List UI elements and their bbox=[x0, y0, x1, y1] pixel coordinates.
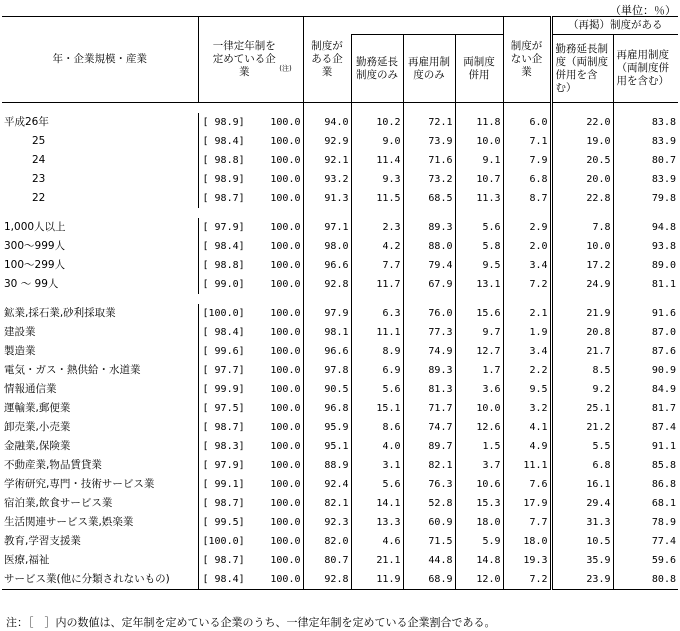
header-repost-reemploy bbox=[613, 35, 678, 103]
reemploy-only-value: 88.0 bbox=[403, 237, 455, 256]
table-row bbox=[2, 323, 678, 342]
repost-reemploy-value: 80.8 bbox=[613, 570, 678, 590]
uniform-rate: [ 97.9] bbox=[198, 218, 252, 237]
uniform-rate: [100.0] bbox=[198, 304, 252, 323]
repost-reemploy-value: 68.1 bbox=[613, 494, 678, 513]
table-row bbox=[2, 189, 678, 208]
row-label: 25 bbox=[32, 135, 46, 147]
header-repost-group: （再掲）制度がある bbox=[551, 17, 678, 35]
header-extension-only-text: 勤務延長制度のみ bbox=[356, 55, 398, 81]
no-system-value: 7.2 bbox=[503, 275, 551, 294]
both-value: 1.5 bbox=[455, 437, 503, 456]
repost-extension-value: 22.8 bbox=[551, 189, 613, 208]
repost-reemploy-value: 87.0 bbox=[613, 323, 678, 342]
repost-extension-value: 35.9 bbox=[551, 551, 613, 570]
no-system-value: 3.4 bbox=[503, 342, 551, 361]
no-system-value: 3.2 bbox=[503, 399, 551, 418]
total-value: 100.0 bbox=[270, 498, 301, 509]
row-label: 金融業,保険業 bbox=[4, 440, 71, 452]
header-extension-only bbox=[351, 35, 403, 103]
extension-only-value: 9.0 bbox=[351, 132, 403, 151]
row-label: 30 ～ 99人 bbox=[4, 278, 59, 290]
extension-only-value: 14.1 bbox=[351, 494, 403, 513]
no-system-value: 7.7 bbox=[503, 513, 551, 532]
both-value: 12.6 bbox=[455, 418, 503, 437]
has-system-value: 90.5 bbox=[303, 380, 351, 399]
reemploy-only-value: 44.8 bbox=[403, 551, 455, 570]
repost-extension-value: 29.4 bbox=[551, 494, 613, 513]
row-label: 学術研究,専門・技術サービス業 bbox=[4, 478, 155, 490]
has-system-value: 96.6 bbox=[303, 342, 351, 361]
repost-reemploy-value: 83.8 bbox=[613, 113, 678, 132]
row-label: 24 bbox=[32, 154, 46, 166]
both-value: 10.6 bbox=[455, 475, 503, 494]
repost-extension-value: 21.7 bbox=[551, 342, 613, 361]
has-system-value: 94.0 bbox=[303, 113, 351, 132]
uniform-rate: [ 97.5] bbox=[198, 399, 252, 418]
header-uniform-note: (注) bbox=[279, 64, 292, 73]
both-value: 5.9 bbox=[455, 532, 503, 551]
has-system-value: 95.9 bbox=[303, 418, 351, 437]
both-value: 15.6 bbox=[455, 304, 503, 323]
no-system-value: 2.9 bbox=[503, 218, 551, 237]
total-value: 100.0 bbox=[270, 422, 301, 433]
total-value: 100.0 bbox=[270, 222, 301, 233]
uniform-rate: [ 98.7] bbox=[198, 418, 252, 437]
total-value: 100.0 bbox=[270, 279, 301, 290]
reemploy-only-value: 71.6 bbox=[403, 151, 455, 170]
reemploy-only-value: 82.1 bbox=[403, 456, 455, 475]
row-label: 鉱業,採石業,砂利採取業 bbox=[4, 307, 116, 319]
uniform-rate: [ 98.7] bbox=[198, 551, 252, 570]
repost-extension-value: 20.8 bbox=[551, 323, 613, 342]
total-value: 100.0 bbox=[270, 193, 301, 204]
repost-extension-value: 24.9 bbox=[551, 275, 613, 294]
uniform-rate: [ 98.4] bbox=[198, 323, 252, 342]
has-system-value: 92.1 bbox=[303, 151, 351, 170]
reemploy-only-value: 71.7 bbox=[403, 399, 455, 418]
extension-only-value: 7.7 bbox=[351, 256, 403, 275]
repost-reemploy-value: 90.9 bbox=[613, 361, 678, 380]
total-value: 100.0 bbox=[270, 460, 301, 471]
has-system-value: 92.9 bbox=[303, 132, 351, 151]
table-row bbox=[2, 570, 678, 590]
both-value: 5.6 bbox=[455, 218, 503, 237]
table-row bbox=[2, 256, 678, 275]
repost-reemploy-value: 84.9 bbox=[613, 380, 678, 399]
footnote: 注：［ ］内の数値は、定年制を定めている企業のうち、一律定年制を定めている企業割合である。 bbox=[6, 616, 496, 629]
no-system-value: 2.0 bbox=[503, 237, 551, 256]
table-row bbox=[2, 437, 678, 456]
row-label: サービス業(他に分類されないもの) bbox=[2, 570, 198, 590]
repost-reemploy-value: 59.6 bbox=[613, 551, 678, 570]
extension-only-value: 4.0 bbox=[351, 437, 403, 456]
extension-only-value: 3.1 bbox=[351, 456, 403, 475]
reemploy-only-value: 60.9 bbox=[403, 513, 455, 532]
uniform-rate: [ 99.0] bbox=[198, 275, 252, 294]
extension-only-value: 11.1 bbox=[351, 323, 403, 342]
total-value: 100.0 bbox=[270, 536, 301, 547]
repost-extension-value: 10.0 bbox=[551, 237, 613, 256]
total-value: 100.0 bbox=[270, 384, 301, 395]
uniform-rate: [ 98.4] bbox=[198, 570, 252, 590]
header-repost-reemploy-text: 再雇用制度（両制度併用を含む） bbox=[616, 49, 669, 87]
no-system-value: 1.9 bbox=[503, 323, 551, 342]
total-value: 100.0 bbox=[270, 346, 301, 357]
has-system-value: 88.9 bbox=[303, 456, 351, 475]
repost-extension-value: 22.0 bbox=[551, 113, 613, 132]
uniform-rate: [ 98.9] bbox=[198, 113, 252, 132]
row-label: 300～999人 bbox=[4, 240, 66, 252]
extension-only-value: 9.3 bbox=[351, 170, 403, 189]
total-value: 100.0 bbox=[270, 308, 301, 319]
table-row bbox=[2, 275, 678, 294]
repost-reemploy-value: 86.8 bbox=[613, 475, 678, 494]
header-repost-extension bbox=[551, 35, 613, 103]
total-value: 100.0 bbox=[270, 327, 301, 338]
table-row bbox=[2, 456, 678, 475]
reemploy-only-value: 74.9 bbox=[403, 342, 455, 361]
both-value: 12.7 bbox=[455, 342, 503, 361]
repost-extension-value: 16.1 bbox=[551, 475, 613, 494]
reemploy-only-value: 68.9 bbox=[403, 570, 455, 590]
total-value: 100.0 bbox=[270, 403, 301, 414]
retirement-table bbox=[2, 16, 678, 590]
table-row bbox=[2, 380, 678, 399]
repost-extension-value: 31.3 bbox=[551, 513, 613, 532]
table-row bbox=[2, 218, 678, 237]
total-value: 100.0 bbox=[270, 117, 301, 128]
table-row bbox=[2, 361, 678, 380]
both-value: 10.0 bbox=[455, 399, 503, 418]
extension-only-value: 11.4 bbox=[351, 151, 403, 170]
total-value: 100.0 bbox=[270, 155, 301, 166]
row-label: 情報通信業 bbox=[4, 383, 57, 395]
header-both bbox=[455, 35, 503, 103]
row-label: 教育,学習支援業 bbox=[4, 535, 81, 547]
both-value: 14.8 bbox=[455, 551, 503, 570]
row-label: 卸売業,小売業 bbox=[4, 421, 71, 433]
reemploy-only-value: 89.7 bbox=[403, 437, 455, 456]
total-value: 100.0 bbox=[270, 479, 301, 490]
no-system-value: 3.4 bbox=[503, 256, 551, 275]
both-value: 18.0 bbox=[455, 513, 503, 532]
total-value: 100.0 bbox=[270, 365, 301, 376]
reemploy-only-value: 68.5 bbox=[403, 189, 455, 208]
has-system-value: 92.3 bbox=[303, 513, 351, 532]
no-system-value: 7.9 bbox=[503, 151, 551, 170]
table-row bbox=[2, 304, 678, 323]
extension-only-value: 2.3 bbox=[351, 218, 403, 237]
unit-label: （単位：％） bbox=[610, 4, 676, 17]
has-system-value: 82.0 bbox=[303, 532, 351, 551]
header-repost-extension-text: 勤務延長制度（両制度併用を含む） bbox=[555, 42, 608, 94]
table-row bbox=[2, 113, 678, 132]
table-row bbox=[2, 151, 678, 170]
repost-extension-value: 25.1 bbox=[551, 399, 613, 418]
uniform-rate: [ 97.7] bbox=[198, 361, 252, 380]
total-value: 100.0 bbox=[270, 174, 301, 185]
both-value: 3.7 bbox=[455, 456, 503, 475]
header-reemploy-only bbox=[403, 35, 455, 103]
row-label: 100～299人 bbox=[4, 259, 66, 271]
uniform-rate: [ 99.9] bbox=[198, 380, 252, 399]
reemploy-only-value: 72.1 bbox=[403, 113, 455, 132]
both-value: 9.7 bbox=[455, 323, 503, 342]
reemploy-only-value: 73.9 bbox=[403, 132, 455, 151]
table-row bbox=[2, 237, 678, 256]
row-label: 電気・ガス・熱供給・水道業 bbox=[4, 364, 141, 376]
table-row bbox=[2, 342, 678, 361]
both-value: 11.3 bbox=[455, 189, 503, 208]
repost-extension-value: 19.0 bbox=[551, 132, 613, 151]
both-value: 3.6 bbox=[455, 380, 503, 399]
uniform-rate: [ 98.3] bbox=[198, 437, 252, 456]
uniform-rate: [100.0] bbox=[198, 532, 252, 551]
repost-reemploy-value: 93.8 bbox=[613, 237, 678, 256]
repost-reemploy-value: 87.6 bbox=[613, 342, 678, 361]
no-system-value: 9.5 bbox=[503, 380, 551, 399]
both-value: 5.8 bbox=[455, 237, 503, 256]
has-system-value: 92.4 bbox=[303, 475, 351, 494]
row-label: 製造業 bbox=[4, 345, 36, 357]
reemploy-only-value: 76.0 bbox=[403, 304, 455, 323]
header-reemploy-only-text: 再雇用制度のみ bbox=[408, 55, 450, 81]
has-system-value: 96.6 bbox=[303, 256, 351, 275]
uniform-rate: [ 98.4] bbox=[198, 237, 252, 256]
spacer-row bbox=[2, 208, 678, 218]
repost-reemploy-value: 77.4 bbox=[613, 532, 678, 551]
repost-extension-value: 10.5 bbox=[551, 532, 613, 551]
no-system-value: 11.1 bbox=[503, 456, 551, 475]
table-row bbox=[2, 532, 678, 551]
extension-only-value: 5.6 bbox=[351, 380, 403, 399]
row-label: 23 bbox=[32, 173, 46, 185]
no-system-value: 8.7 bbox=[503, 189, 551, 208]
no-system-value: 2.1 bbox=[503, 304, 551, 323]
table-row bbox=[2, 475, 678, 494]
repost-reemploy-value: 87.4 bbox=[613, 418, 678, 437]
has-system-value: 97.1 bbox=[303, 218, 351, 237]
total-value: 100.0 bbox=[270, 517, 301, 528]
table-row bbox=[2, 170, 678, 189]
no-system-value: 17.9 bbox=[503, 494, 551, 513]
repost-extension-value: 5.5 bbox=[551, 437, 613, 456]
table-body bbox=[2, 103, 678, 590]
uniform-rate: [ 97.9] bbox=[198, 456, 252, 475]
no-system-value: 19.3 bbox=[503, 551, 551, 570]
row-label: 不動産業,物品賃貸業 bbox=[4, 459, 102, 471]
reemploy-only-value: 76.3 bbox=[403, 475, 455, 494]
no-system-value: 7.2 bbox=[503, 570, 551, 590]
table-row bbox=[2, 132, 678, 151]
reemploy-only-value: 74.7 bbox=[403, 418, 455, 437]
repost-reemploy-value: 89.0 bbox=[613, 256, 678, 275]
extension-only-value: 6.9 bbox=[351, 361, 403, 380]
row-label: 1,000人以上 bbox=[4, 221, 66, 233]
repost-reemploy-value: 91.6 bbox=[613, 304, 678, 323]
both-value: 11.8 bbox=[455, 113, 503, 132]
uniform-rate: [ 98.7] bbox=[198, 189, 252, 208]
repost-reemploy-value: 94.8 bbox=[613, 218, 678, 237]
has-system-value: 95.1 bbox=[303, 437, 351, 456]
repost-extension-value: 9.2 bbox=[551, 380, 613, 399]
uniform-rate: [ 99.5] bbox=[198, 513, 252, 532]
spacer-row bbox=[2, 294, 678, 304]
reemploy-only-value: 89.3 bbox=[403, 361, 455, 380]
extension-only-value: 11.9 bbox=[351, 570, 403, 590]
repost-extension-value: 23.9 bbox=[551, 570, 613, 590]
table-row bbox=[2, 513, 678, 532]
uniform-rate: [ 99.6] bbox=[198, 342, 252, 361]
uniform-rate: [ 98.8] bbox=[198, 256, 252, 275]
both-value: 9.1 bbox=[455, 151, 503, 170]
both-value: 9.5 bbox=[455, 256, 503, 275]
extension-only-value: 10.2 bbox=[351, 113, 403, 132]
repost-reemploy-value: 78.9 bbox=[613, 513, 678, 532]
table-row bbox=[2, 399, 678, 418]
total-value: 100.0 bbox=[270, 241, 301, 252]
reemploy-only-value: 79.4 bbox=[403, 256, 455, 275]
has-system-value: 80.7 bbox=[303, 551, 351, 570]
both-value: 12.0 bbox=[455, 570, 503, 590]
row-label: 医療,福祉 bbox=[4, 554, 50, 566]
reemploy-only-value: 81.3 bbox=[403, 380, 455, 399]
has-system-value: 93.2 bbox=[303, 170, 351, 189]
reemploy-only-value: 89.3 bbox=[403, 218, 455, 237]
repost-extension-value: 17.2 bbox=[551, 256, 613, 275]
reemploy-only-value: 52.8 bbox=[403, 494, 455, 513]
header-has-system-text: 制度がある企業 bbox=[311, 40, 343, 78]
reemploy-only-value: 77.3 bbox=[403, 323, 455, 342]
has-system-value: 92.8 bbox=[303, 570, 351, 590]
table-row bbox=[2, 551, 678, 570]
header-uniform bbox=[198, 17, 303, 103]
total-value: 100.0 bbox=[270, 441, 301, 452]
uniform-rate: [ 99.1] bbox=[198, 475, 252, 494]
extension-only-value: 6.3 bbox=[351, 304, 403, 323]
extension-only-value: 8.6 bbox=[351, 418, 403, 437]
no-system-value: 4.1 bbox=[503, 418, 551, 437]
both-value: 13.1 bbox=[455, 275, 503, 294]
row-label: 宿泊業,飲食サービス業 bbox=[4, 497, 113, 509]
has-system-value: 82.1 bbox=[303, 494, 351, 513]
extension-only-value: 13.3 bbox=[351, 513, 403, 532]
no-system-value: 6.8 bbox=[503, 170, 551, 189]
row-label: 建設業 bbox=[4, 326, 36, 338]
repost-extension-value: 8.5 bbox=[551, 361, 613, 380]
has-system-value: 98.0 bbox=[303, 237, 351, 256]
repost-extension-value: 7.8 bbox=[551, 218, 613, 237]
reemploy-only-value: 67.9 bbox=[403, 275, 455, 294]
has-system-value: 98.1 bbox=[303, 323, 351, 342]
table-row bbox=[2, 418, 678, 437]
row-label: 生活関連サービス業,娯楽業 bbox=[4, 516, 134, 528]
repost-reemploy-value: 80.7 bbox=[613, 151, 678, 170]
repost-reemploy-value: 91.1 bbox=[613, 437, 678, 456]
no-system-value: 7.6 bbox=[503, 475, 551, 494]
both-value: 15.3 bbox=[455, 494, 503, 513]
both-value: 1.7 bbox=[455, 361, 503, 380]
has-system-value: 97.9 bbox=[303, 304, 351, 323]
has-system-value: 97.8 bbox=[303, 361, 351, 380]
repost-reemploy-value: 85.8 bbox=[613, 456, 678, 475]
repost-extension-value: 21.2 bbox=[551, 418, 613, 437]
header-no-system-text: 制度がない企業 bbox=[510, 40, 543, 78]
no-system-value: 18.0 bbox=[503, 532, 551, 551]
header-both-text: 両制度併用 bbox=[463, 55, 495, 81]
repost-extension-value: 20.0 bbox=[551, 170, 613, 189]
repost-extension-value: 20.5 bbox=[551, 151, 613, 170]
repost-extension-value: 6.8 bbox=[551, 456, 613, 475]
uniform-rate: [ 98.4] bbox=[198, 132, 252, 151]
both-value: 10.0 bbox=[455, 132, 503, 151]
extension-only-value: 11.5 bbox=[351, 189, 403, 208]
total-value: 100.0 bbox=[252, 570, 303, 590]
uniform-rate: [ 98.8] bbox=[198, 151, 252, 170]
has-system-value: 92.8 bbox=[303, 275, 351, 294]
header-uniform-text: 一律定年制を定めている企業 bbox=[212, 40, 276, 78]
row-label: 平成26年 bbox=[4, 116, 49, 128]
extension-only-value: 4.2 bbox=[351, 237, 403, 256]
extension-only-value: 15.1 bbox=[351, 399, 403, 418]
table-row bbox=[2, 494, 678, 513]
repost-reemploy-value: 81.7 bbox=[613, 399, 678, 418]
repost-extension-value: 21.9 bbox=[551, 304, 613, 323]
extension-only-value: 11.7 bbox=[351, 275, 403, 294]
extension-only-value: 21.1 bbox=[351, 551, 403, 570]
no-system-value: 2.2 bbox=[503, 361, 551, 380]
no-system-value: 7.1 bbox=[503, 132, 551, 151]
total-value: 100.0 bbox=[270, 136, 301, 147]
reemploy-only-value: 71.5 bbox=[403, 532, 455, 551]
row-label: 22 bbox=[32, 192, 46, 204]
total-value: 100.0 bbox=[270, 260, 301, 271]
repost-reemploy-value: 79.8 bbox=[613, 189, 678, 208]
row-label: 運輸業,郵便業 bbox=[4, 402, 71, 414]
repost-reemploy-value: 81.1 bbox=[613, 275, 678, 294]
header-no-system bbox=[503, 17, 551, 103]
repost-reemploy-value: 83.9 bbox=[613, 132, 678, 151]
has-system-value: 91.3 bbox=[303, 189, 351, 208]
reemploy-only-value: 73.2 bbox=[403, 170, 455, 189]
repost-reemploy-value: 83.9 bbox=[613, 170, 678, 189]
total-value: 100.0 bbox=[270, 555, 301, 566]
no-system-value: 4.9 bbox=[503, 437, 551, 456]
uniform-rate: [ 98.7] bbox=[198, 494, 252, 513]
extension-only-value: 4.6 bbox=[351, 532, 403, 551]
extension-only-value: 5.6 bbox=[351, 475, 403, 494]
has-system-value: 96.8 bbox=[303, 399, 351, 418]
header-has-system bbox=[303, 17, 351, 103]
both-value: 10.7 bbox=[455, 170, 503, 189]
extension-only-value: 8.9 bbox=[351, 342, 403, 361]
uniform-rate: [ 98.9] bbox=[198, 170, 252, 189]
no-system-value: 6.0 bbox=[503, 113, 551, 132]
header-category: 年・企業規模・産業 bbox=[2, 17, 198, 103]
